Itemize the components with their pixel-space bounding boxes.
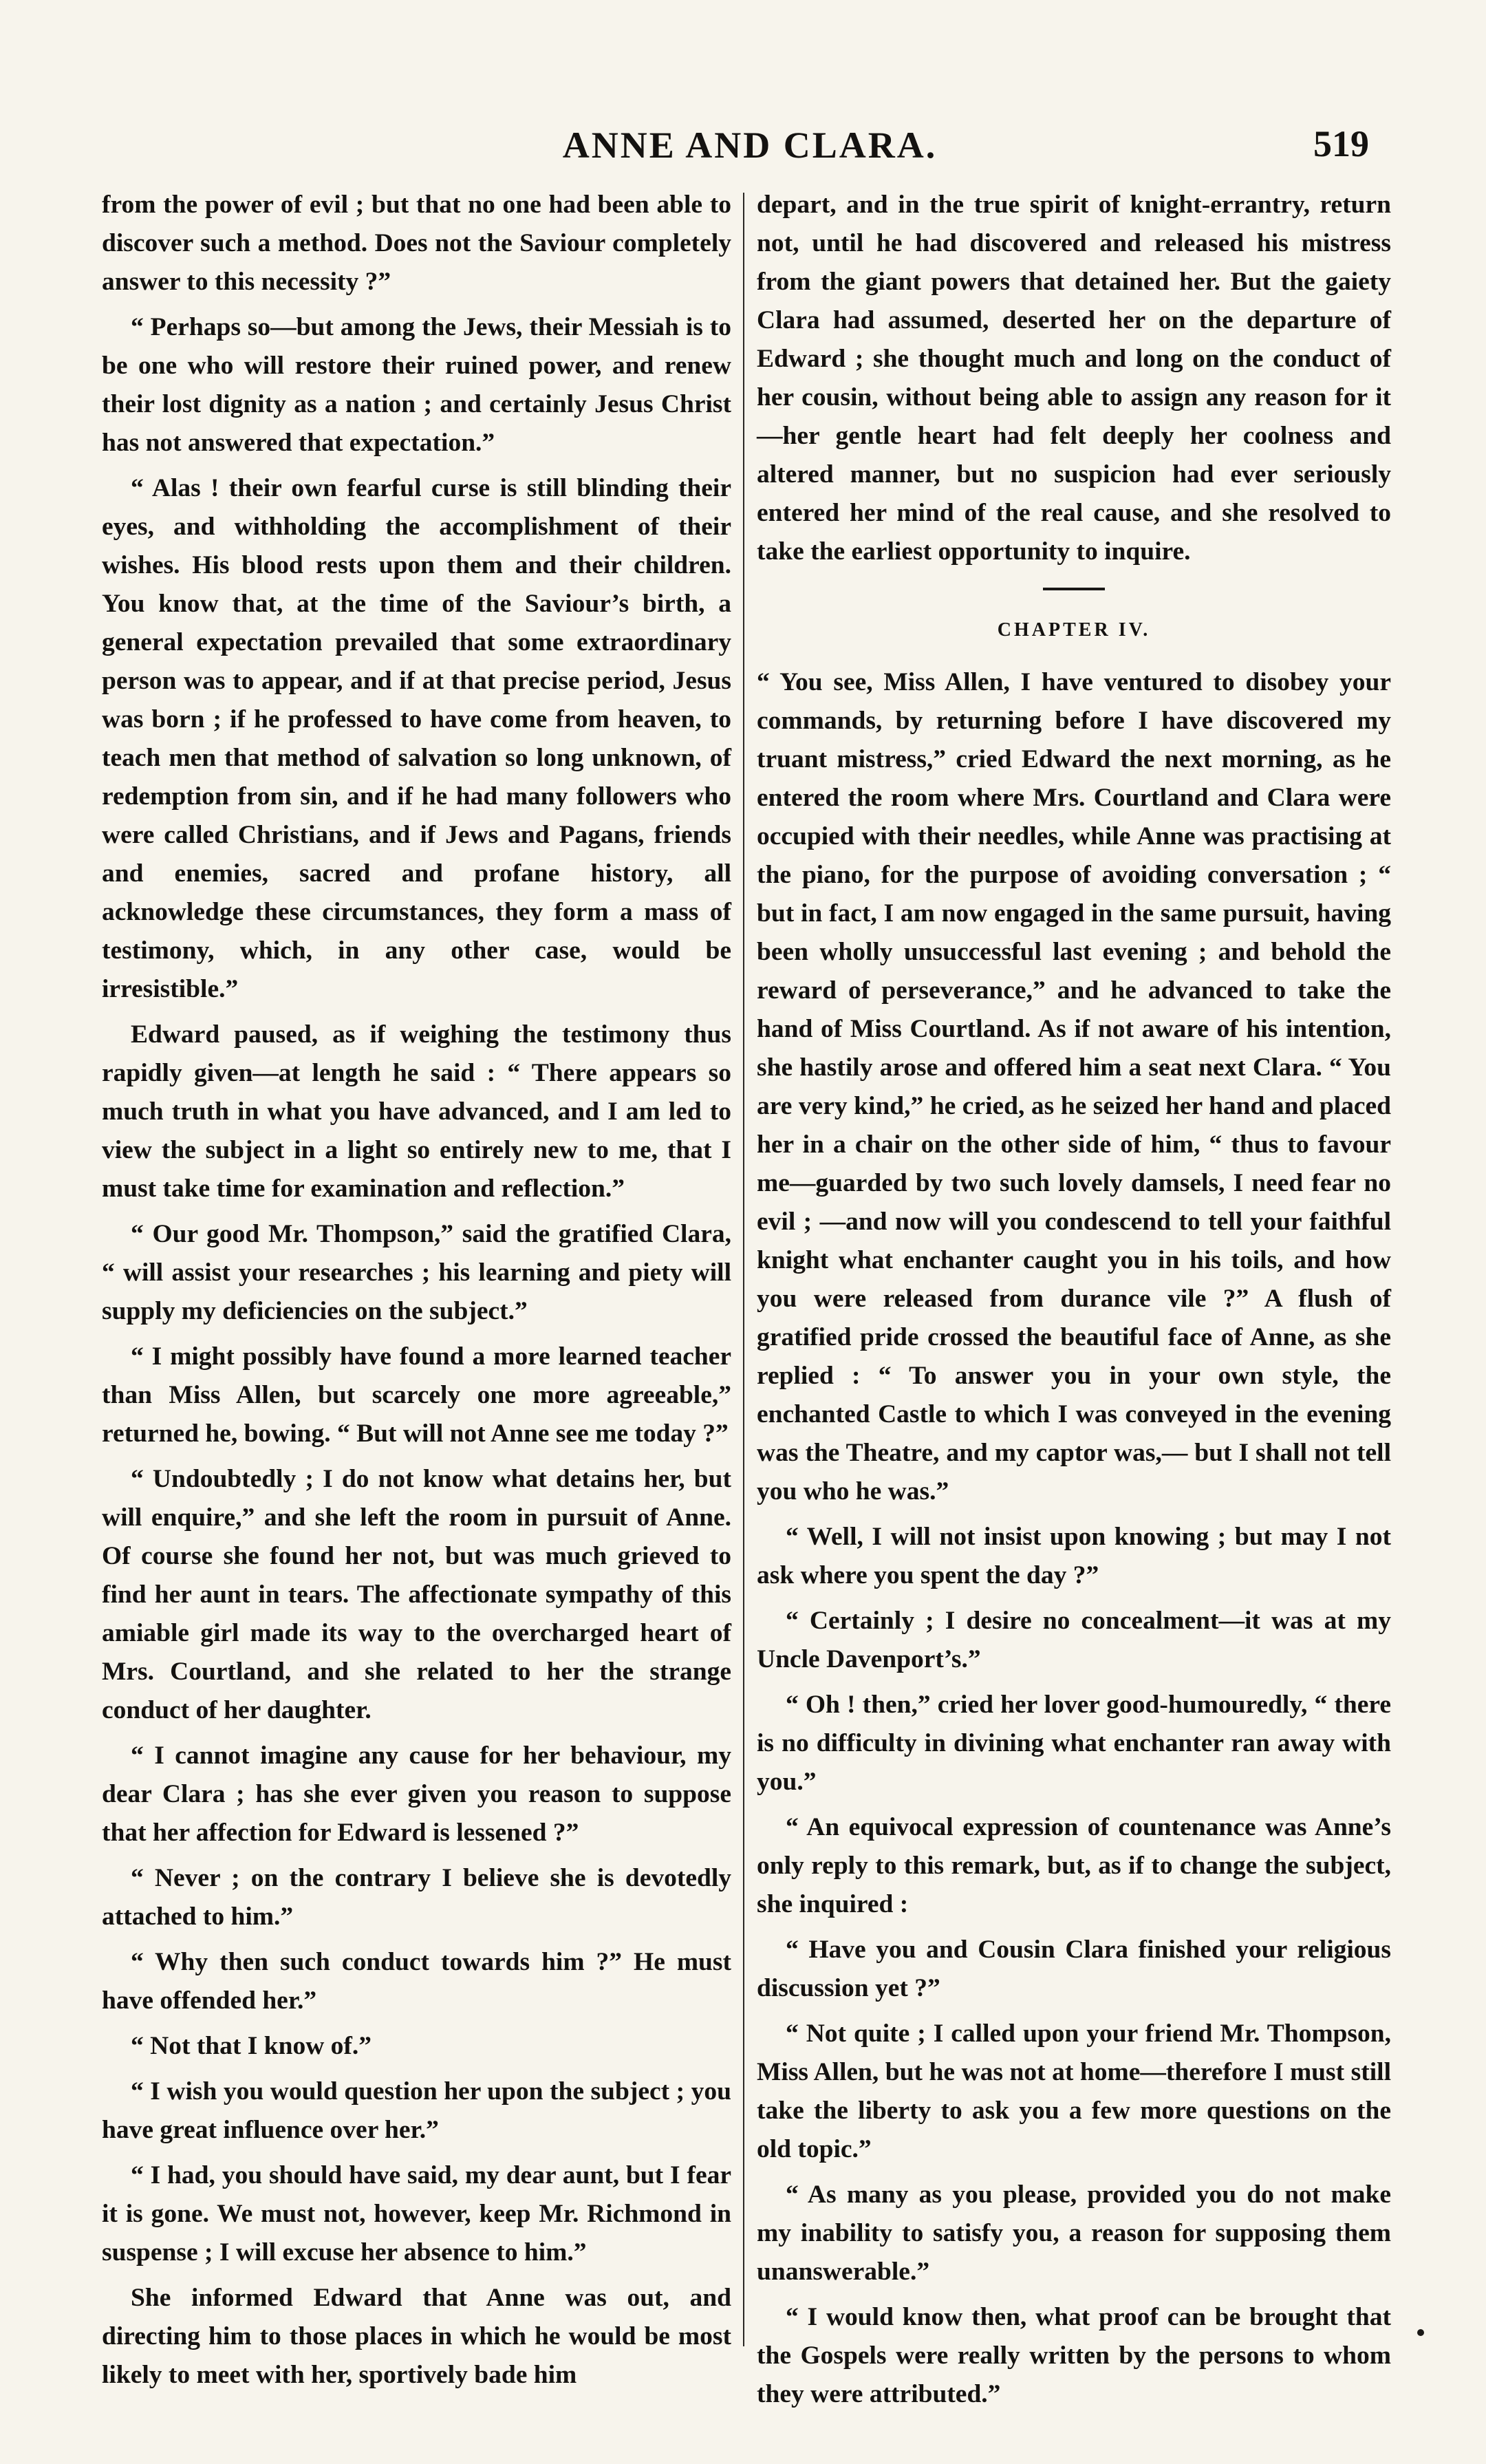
paragraph: “ Never ; on the contrary I believe she is devotedly attached to him.” [102, 1864, 731, 1931]
chapter-heading: CHAPTER IV. [997, 619, 1151, 641]
paragraph: “ Undoubtedly ; I do not know what detains her, but will enquire,” and she left the room in pursuit of Anne. Of course she found her not, but was much grieved to find her aunt in tears. The affectionate sympathy of this amiable girl made its way to the overcharged heart of Mrs. Courtland, and she related to her the strange conduct of her daughter. [102, 1465, 731, 1724]
paragraph: “ Not that I know of.” [131, 2032, 372, 2060]
paragraph: “ Have you and Cousin Clara finished your religious discussion yet ?” [757, 1936, 1391, 2002]
paragraph: “ I would know then, what proof can be brought that the Gospels were really written by the persons to whom they were attributed.” [757, 2303, 1391, 2408]
page-number: 519 [1313, 123, 1369, 164]
paragraph: “ Certainly ; I desire no concealment—it was at my Uncle Davenport’s.” [757, 1607, 1391, 1673]
ink-mark [1417, 2329, 1424, 2336]
paragraph: “ Why then such conduct towards him ?” He must have offended her.” [102, 1948, 731, 2015]
paragraph: “ I cannot imagine any cause for her behaviour, my dear Clara ; has she ever given you reason to suppose that her affection for Edward is lessened ?” [102, 1742, 731, 1847]
paragraph: “ Oh ! then,” cried her lover good-humouredly, “ there is no difficulty in divining what enchanter ran away with you.” [757, 1691, 1391, 1796]
paragraph: She informed Edward that Anne was out, and directing him to those places in which he would be most likely to meet with her, sportively bade him [102, 2284, 731, 2389]
paragraph: from the power of evil ; but that no one had been able to discover such a method. Does not the Saviour completely answer to this necessity ?” [102, 191, 731, 296]
paragraph: Edward paused, as if weighing the testimony thus rapidly given—at length he said : “ There appears so much truth in what you have advanced, and I am led to view the subject in a light so entirely new to me, that I must take time for examination and reflection.” [102, 1020, 731, 1203]
running-head [103, 103, 1397, 165]
paragraph: “ Our good Mr. Thompson,” said the gratified Clara, “ will assist your researches ; his learning and piety will supply my deficiencies on the subject.” [102, 1220, 731, 1325]
left-column [102, 186, 731, 2401]
paragraph: “ An equivocal expression of countenance was Anne’s only reply to this remark, but, as if to change the subject, she inquired : [757, 1813, 1391, 1918]
paragraph: “ Perhaps so—but among the Jews, their Messiah is to be one who will restore their ruined power, and renew their lost dignity as a nation ; and certainly Jesus Christ has not answered that expectation.” [102, 313, 731, 457]
column-divider [743, 193, 744, 2346]
paragraph: “ I might possibly have found a more learned teacher than Miss Allen, but scarcely one more agreeable,” returned he, bowing. “ But will not Anne see me today ?” [102, 1342, 731, 1448]
paragraph: “ You see, Miss Allen, I have ventured to disobey your commands, by returning before I have discovered my truant mistress,” cried Edward the next morning, as he entered the room where Mrs. Courtland and Clara were occupied with their needles, while Anne was practising at the piano, for the purpose of avoiding conversation ; “ but in fact, I am now engaged in the same pursuit, having been wholly unsuccessful last evening ; and behold the reward of perseverance,” and he advanced to take the hand of Miss Courtland. As if not aware of his intention, she hastily arose and offered him a seat next Clara. “ You are very kind,” he cried, as he seized her hand and placed her in a chair on the other side of him, “ thus to favour me—guarded by two such lovely damsels, I need fear no evil ; —and now will you condescend to tell your faithful knight what enchanter caught you in his toils, and how you were released from durance vile ?” A flush of gratified pride crossed the beautiful face of Anne, as she replied : “ To answer you in your own style, the enchanted Castle to which I was conveyed in the evening was the Theatre, and my captor was,— but I shall not tell you who he was.” [757, 668, 1391, 1506]
paragraph: “ Alas ! their own fearful curse is still blinding their eyes, and withholding the accomplishment of their wishes. His blood rests upon them and their children. You know that, at the time of the Saviour’s birth, a general expectation prevailed that some extraordinary person was to appear, and if at that precise period, Jesus was born ; if he professed to have come from heaven, to teach men that method of salvation so long unknown, of redemption from sin, and if he had many followers who were called Christians, and if Jews and Pagans, friends and enemies, sacred and profane history, all acknowledge these circumstances, they form a mass of testimony, which, in any other case, would be irresistible.” [102, 474, 731, 1003]
paragraph: “ Not quite ; I called upon your friend Mr. Thompson, Miss Allen, but he was not at home—therefore I must still take the liberty to ask you a few more questions on the old topic.” [757, 2020, 1391, 2163]
paragraph: depart, and in the true spirit of knight-errantry, return not, until he had discovered and released his mistress from the giant powers that detained her. But the gaiety Clara had assumed, deserted her on the departure of Edward ; she thought much and long on the conduct of her cousin, without being able to assign any reason for it—her gentle heart had felt deeply her coolness and altered manner, but no suspicion had ever seriously entered her mind of the real cause, and she resolved to take the earliest opportunity to inquire. [757, 191, 1391, 566]
paragraph: “ As many as you please, provided you do not make my inability to satisfy you, a reason for supposing them unanswerable.” [757, 2181, 1391, 2286]
paragraph: “ I wish you would question her upon the subject ; you have great influence over her.” [102, 2077, 731, 2144]
running-title: ANNE AND CLARA. [562, 125, 938, 166]
section-rule [1043, 588, 1105, 590]
paragraph: “ Well, I will not insist upon knowing ; but may I not ask where you spent the day ?” [757, 1523, 1391, 1589]
paragraph: “ I had, you should have said, my dear aunt, but I fear it is gone. We must not, however, keep Mr. Richmond in suspense ; I will excuse her absence to him.” [102, 2161, 731, 2267]
right-column [757, 186, 1391, 2421]
